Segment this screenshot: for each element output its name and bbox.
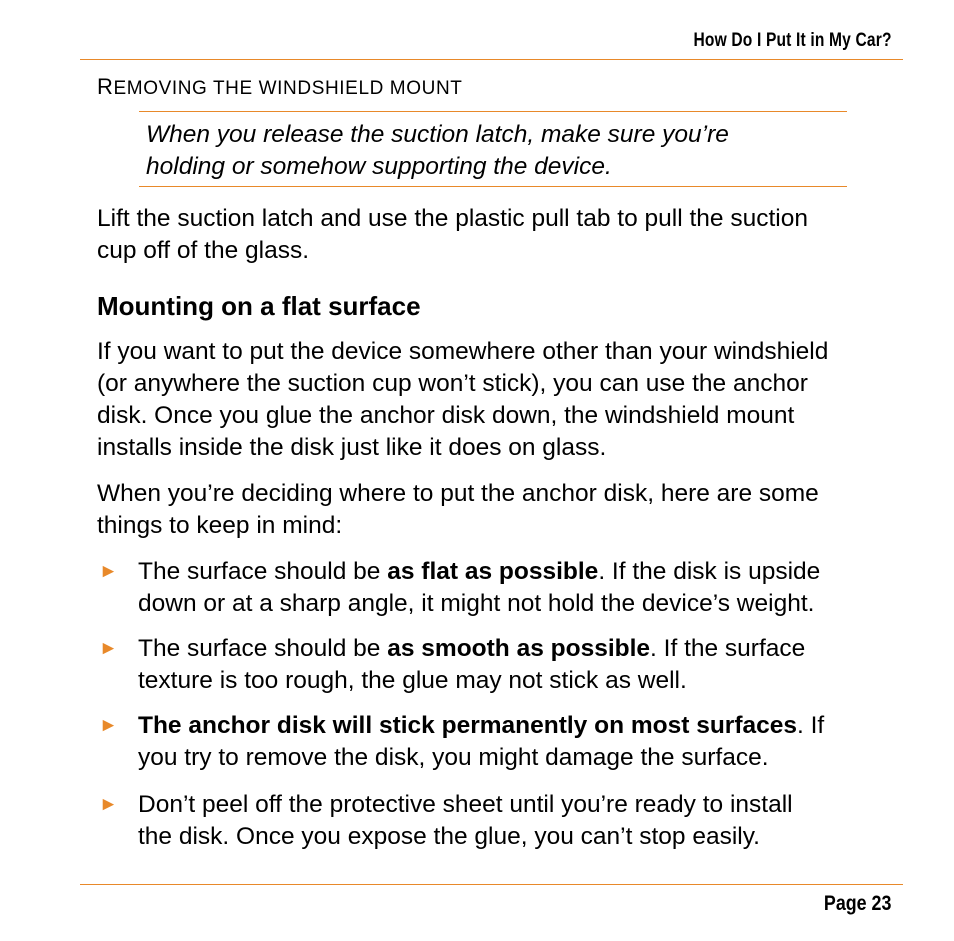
text-line: The surface should be as smooth as possible. If the surface — [138, 635, 806, 662]
bullet-text — [138, 710, 898, 774]
bullet-arrow-icon: ► — [99, 638, 118, 659]
note-box — [146, 119, 846, 183]
section-title-rest: EMOVING THE WINDSHIELD MOUNT — [113, 78, 463, 99]
footer-rule — [80, 884, 903, 885]
bullet-arrow-icon: ► — [99, 715, 118, 736]
text-line: Lift the suction latch and use the plastic pull tab to pull the suction — [97, 205, 808, 232]
text-line: disk. Once you glue the anchor disk down, the windshield mount — [97, 402, 795, 429]
text-line: down or at a sharp angle, it might not hold the device’s weight. — [138, 590, 815, 617]
text-line: (or anywhere the suction cup won’t stick), you can use the anchor — [97, 370, 808, 397]
text-line: Don’t peel off the protective sheet until you’re ready to install — [138, 791, 793, 818]
note-bottom-rule — [139, 186, 847, 187]
section-title — [97, 74, 462, 100]
text-line: The anchor disk will stick permanently on most surfaces. If — [138, 712, 825, 739]
text-line: When you’re deciding where to put the anchor disk, here are some — [97, 480, 819, 507]
bullet-text — [138, 789, 898, 853]
paragraph-anchor-disk — [97, 336, 897, 464]
paragraph-placement — [97, 478, 897, 542]
bullet-arrow-icon: ► — [99, 561, 118, 582]
bullet-text — [138, 556, 898, 620]
text-line: you try to remove the disk, you might damage the surface. — [138, 744, 769, 771]
text-line: If you want to put the device somewhere other than your windshield — [97, 338, 829, 365]
text-line: texture is too rough, the glue may not stick as well. — [138, 667, 687, 694]
text-line: things to keep in mind: — [97, 512, 343, 539]
subheading: Mounting on a flat surface — [97, 291, 421, 321]
text-line: The surface should be as flat as possible. If the disk is upside — [138, 558, 821, 585]
note-line: When you release the suction latch, make sure you’re — [146, 121, 729, 148]
text-line: the disk. Once you expose the glue, you can’t stop easily. — [138, 823, 760, 850]
section-title-initial: R — [97, 74, 114, 99]
note-top-rule — [139, 111, 847, 112]
running-header: How Do I Put It in My Car? — [693, 30, 892, 51]
intro-paragraph — [97, 203, 897, 267]
text-line: cup off of the glass. — [97, 237, 310, 264]
page-number: Page 23 — [823, 892, 891, 915]
bullet-arrow-icon: ► — [99, 794, 118, 815]
text-line: installs inside the disk just like it does on glass. — [97, 434, 607, 461]
bullet-text — [138, 633, 898, 697]
header-rule — [80, 59, 903, 60]
note-line: holding or somehow supporting the device. — [146, 153, 612, 180]
